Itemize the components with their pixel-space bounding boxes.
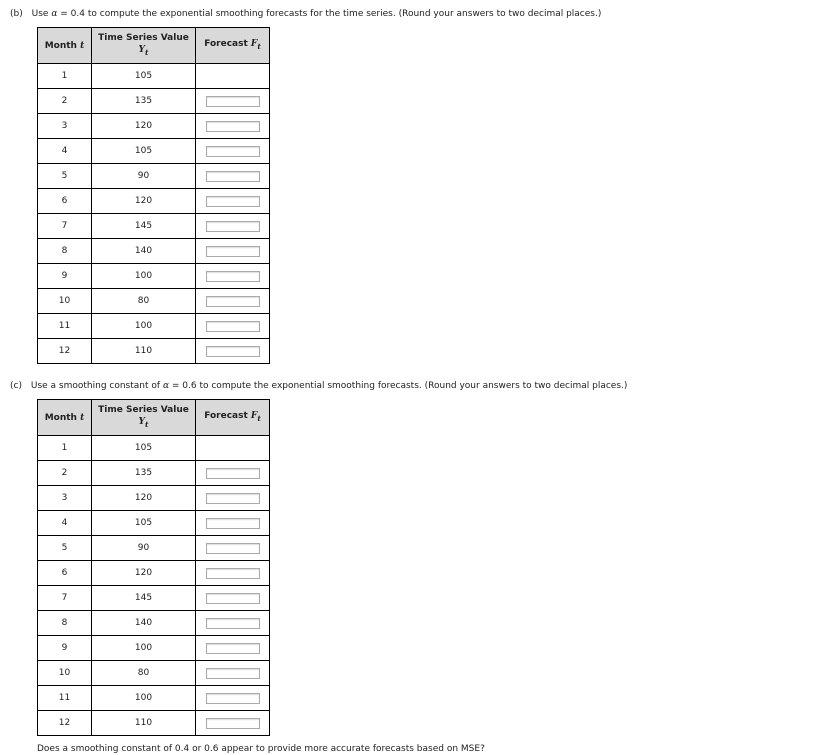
forecast-input-c-6[interactable] <box>206 568 260 579</box>
month-cell: 5 <box>38 164 92 189</box>
month-cell: 7 <box>38 214 92 239</box>
month-cell: 2 <box>38 89 92 114</box>
forecast-cell <box>196 139 270 164</box>
forecast-input-c-12[interactable] <box>206 718 260 729</box>
month-cell: 4 <box>38 139 92 164</box>
value-cell: 140 <box>92 611 196 636</box>
forecast-input-c-10[interactable] <box>206 668 260 679</box>
table-row <box>38 339 270 364</box>
month-cell: 2 <box>38 461 92 486</box>
forecast-input-c-4[interactable] <box>206 518 260 529</box>
forecast-input-c-5[interactable] <box>206 543 260 554</box>
header-forecast: Forecast $F_t$ <box>196 28 270 64</box>
forecast-cell <box>196 561 270 586</box>
question-c <box>10 381 627 391</box>
month-cell: 10 <box>38 661 92 686</box>
forecast-input-c-9[interactable] <box>206 643 260 654</box>
forecast-cell <box>196 289 270 314</box>
header-value: Time Series Value $Y_t$ <box>92 400 196 436</box>
value-cell: 145 <box>92 214 196 239</box>
forecast-input-b-10[interactable] <box>206 296 260 307</box>
forecast-input-b-5[interactable] <box>206 171 260 182</box>
month-cell: 6 <box>38 189 92 214</box>
value-cell: 105 <box>92 139 196 164</box>
table-row <box>38 89 270 114</box>
value-cell: 110 <box>92 711 196 736</box>
month-cell: 9 <box>38 636 92 661</box>
forecast-cell <box>196 711 270 736</box>
header-value: Time Series Value $Y_t$ <box>92 28 196 64</box>
forecast-input-c-8[interactable] <box>206 618 260 629</box>
forecast-input-b-2[interactable] <box>206 96 260 107</box>
question-text: = 0.6 to compute the exponential smoothing forecasts. (Round your answers to two decimal places.) <box>171 381 628 391</box>
table-row <box>38 661 270 686</box>
forecast-input-b-12[interactable] <box>206 346 260 357</box>
forecast-cell <box>196 611 270 636</box>
table-row <box>38 711 270 736</box>
forecast-cell <box>196 264 270 289</box>
question-text: = 0.4 to compute the exponential smoothing forecasts for the time series. (Round your answers to two decimal places.) <box>60 9 602 19</box>
part-label: (b) <box>10 9 23 19</box>
value-cell: 100 <box>92 686 196 711</box>
forecast-input-b-11[interactable] <box>206 321 260 332</box>
table-row <box>38 536 270 561</box>
month-cell: 1 <box>38 64 92 89</box>
month-cell: 1 <box>38 436 92 461</box>
table-row <box>38 436 270 461</box>
header-month: Month t <box>38 400 92 436</box>
value-cell: 105 <box>92 436 196 461</box>
forecast-input-b-7[interactable] <box>206 221 260 232</box>
value-cell: 140 <box>92 239 196 264</box>
final-question: Does a smoothing constant of 0.4 or 0.6 appear to provide more accurate forecasts based on MSE? <box>37 744 485 754</box>
value-cell: 80 <box>92 661 196 686</box>
table-row <box>38 64 270 89</box>
forecast-cell <box>196 114 270 139</box>
table-row <box>38 114 270 139</box>
forecast-input-b-4[interactable] <box>206 146 260 157</box>
forecast-input-b-8[interactable] <box>206 246 260 257</box>
month-cell: 11 <box>38 686 92 711</box>
forecast-cell <box>196 64 270 89</box>
table-row <box>38 189 270 214</box>
value-cell: 145 <box>92 586 196 611</box>
value-cell: 120 <box>92 486 196 511</box>
forecast-cell <box>196 239 270 264</box>
forecast-cell <box>196 189 270 214</box>
table-row <box>38 636 270 661</box>
header-month: Month t <box>38 28 92 64</box>
table-row <box>38 586 270 611</box>
value-cell: 100 <box>92 636 196 661</box>
value-cell: 120 <box>92 114 196 139</box>
forecast-input-c-7[interactable] <box>206 593 260 604</box>
table-row <box>38 611 270 636</box>
table-row <box>38 164 270 189</box>
table-row <box>38 289 270 314</box>
value-cell: 120 <box>92 189 196 214</box>
month-cell: 8 <box>38 611 92 636</box>
forecast-cell <box>196 164 270 189</box>
forecast-table-b <box>37 27 270 364</box>
value-cell: 135 <box>92 89 196 114</box>
table-row <box>38 264 270 289</box>
value-cell: 90 <box>92 164 196 189</box>
month-cell: 7 <box>38 586 92 611</box>
value-cell: 100 <box>92 314 196 339</box>
forecast-cell <box>196 436 270 461</box>
value-cell: 90 <box>92 536 196 561</box>
forecast-cell <box>196 339 270 364</box>
question-b <box>10 9 601 19</box>
month-cell: 10 <box>38 289 92 314</box>
forecast-input-b-6[interactable] <box>206 196 260 207</box>
forecast-cell <box>196 661 270 686</box>
forecast-cell <box>196 461 270 486</box>
forecast-cell <box>196 536 270 561</box>
month-cell: 12 <box>38 711 92 736</box>
question-text-pre: Use a smoothing constant of <box>30 381 161 391</box>
forecast-cell <box>196 686 270 711</box>
forecast-input-c-11[interactable] <box>206 693 260 704</box>
forecast-input-b-9[interactable] <box>206 271 260 282</box>
month-cell: 6 <box>38 561 92 586</box>
table-row <box>38 139 270 164</box>
table-row <box>38 511 270 536</box>
alpha-symbol: α <box>51 9 58 19</box>
table-row <box>38 486 270 511</box>
table-row <box>38 686 270 711</box>
month-cell: 3 <box>38 114 92 139</box>
month-cell: 4 <box>38 511 92 536</box>
forecast-cell <box>196 89 270 114</box>
month-cell: 8 <box>38 239 92 264</box>
forecast-cell <box>196 214 270 239</box>
value-cell: 135 <box>92 461 196 486</box>
month-cell: 11 <box>38 314 92 339</box>
forecast-input-c-2[interactable] <box>206 468 260 479</box>
month-cell: 12 <box>38 339 92 364</box>
value-cell: 105 <box>92 64 196 89</box>
table-row <box>38 214 270 239</box>
forecast-input-c-3[interactable] <box>206 493 260 504</box>
forecast-cell <box>196 486 270 511</box>
value-cell: 110 <box>92 339 196 364</box>
value-cell: 80 <box>92 289 196 314</box>
month-cell: 9 <box>38 264 92 289</box>
forecast-cell <box>196 636 270 661</box>
table-row <box>38 561 270 586</box>
forecast-input-b-3[interactable] <box>206 121 260 132</box>
value-cell: 120 <box>92 561 196 586</box>
forecast-table-c <box>37 399 270 736</box>
forecast-cell <box>196 511 270 536</box>
alpha-symbol: α <box>162 381 170 391</box>
header-forecast: Forecast $F_t$ <box>196 400 270 436</box>
month-cell: 5 <box>38 536 92 561</box>
table-row <box>38 314 270 339</box>
table-row <box>38 461 270 486</box>
forecast-cell <box>196 586 270 611</box>
month-cell: 3 <box>38 486 92 511</box>
value-cell: 105 <box>92 511 196 536</box>
question-text-pre: Use <box>31 9 49 19</box>
forecast-cell <box>196 314 270 339</box>
part-label: (c) <box>10 381 22 391</box>
value-cell: 100 <box>92 264 196 289</box>
table-row <box>38 239 270 264</box>
